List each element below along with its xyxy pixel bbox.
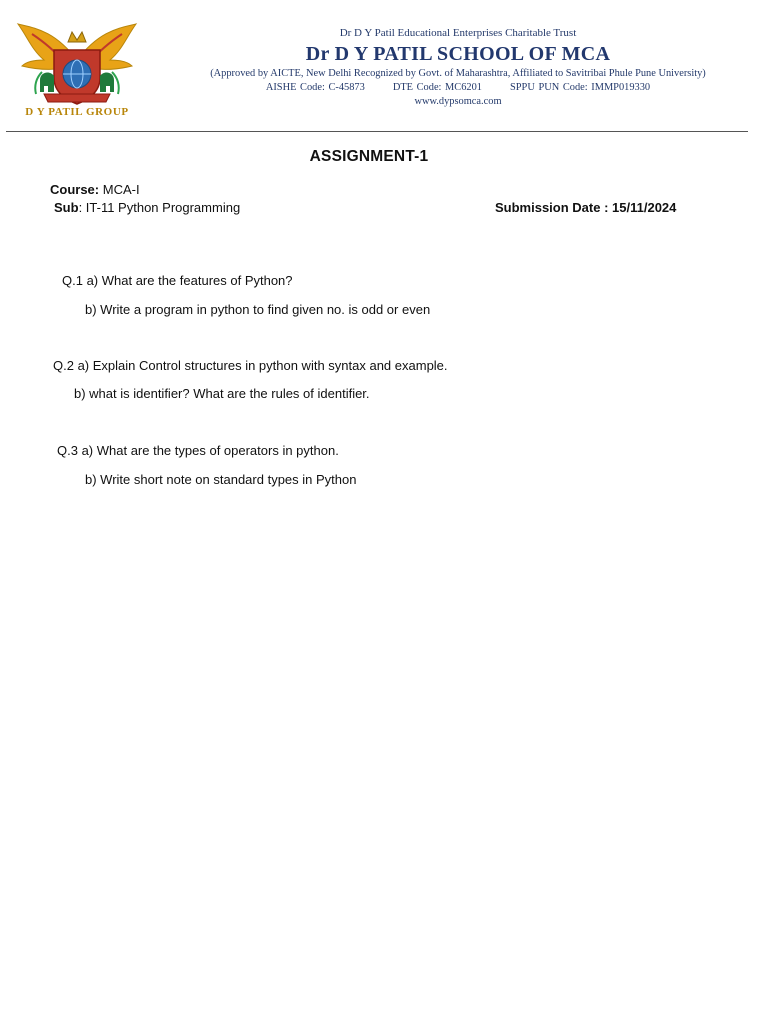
school-name: Dr D Y PATIL SCHOOL OF MCA: [305, 43, 611, 65]
subject-line: [54, 199, 240, 217]
course-label: Course:: [50, 182, 100, 197]
approval-line: (Approved by AICTE, New Delhi Recognized by Govt. of Maharashtra, Affiliated to Savitribai Phule Pune University): [210, 68, 706, 79]
logo-label: D Y PATIL GROUP: [25, 106, 129, 118]
question-1b: b) Write a program in python to find given no. is odd or even: [85, 302, 431, 317]
question-3b: b) Write short note on standard types in Python: [85, 472, 357, 487]
question-2a: Q.2 a) Explain Control structures in python with syntax and example.: [53, 358, 448, 373]
website-link[interactable]: www.dypsomca.com: [414, 96, 502, 107]
sppu-code: SPPU PUN Code: IMMP019330: [510, 82, 651, 93]
letterhead: [0, 0, 768, 132]
course-value: MCA-I: [102, 182, 140, 197]
question-1a: Q.1 a) What are the features of Python?: [62, 273, 293, 288]
course-line: [50, 181, 140, 199]
submission-label: Submission Date :: [495, 200, 609, 215]
dte-code: DTE Code: MC6201: [392, 82, 482, 93]
aishe-code: AISHE Code: C-45873: [265, 82, 365, 93]
submission-date: 15/11/2024: [612, 200, 677, 215]
question-3a: Q.3 a) What are the types of operators in python.: [57, 443, 339, 458]
letterhead-text: [168, 26, 748, 108]
submission-line: [495, 199, 676, 217]
subject-label: Sub: [54, 200, 79, 215]
document-title: ASSIGNMENT-1: [309, 148, 429, 165]
institution-logo: [14, 20, 140, 124]
subject-value: : IT-11 Python Programming: [78, 200, 241, 215]
header-divider: [6, 131, 748, 132]
trust-name: Dr D Y Patil Educational Enterprises Charitable Trust: [339, 27, 577, 39]
codes-line: [168, 81, 748, 95]
question-2b: b) what is identifier? What are the rules of identifier.: [74, 386, 370, 401]
